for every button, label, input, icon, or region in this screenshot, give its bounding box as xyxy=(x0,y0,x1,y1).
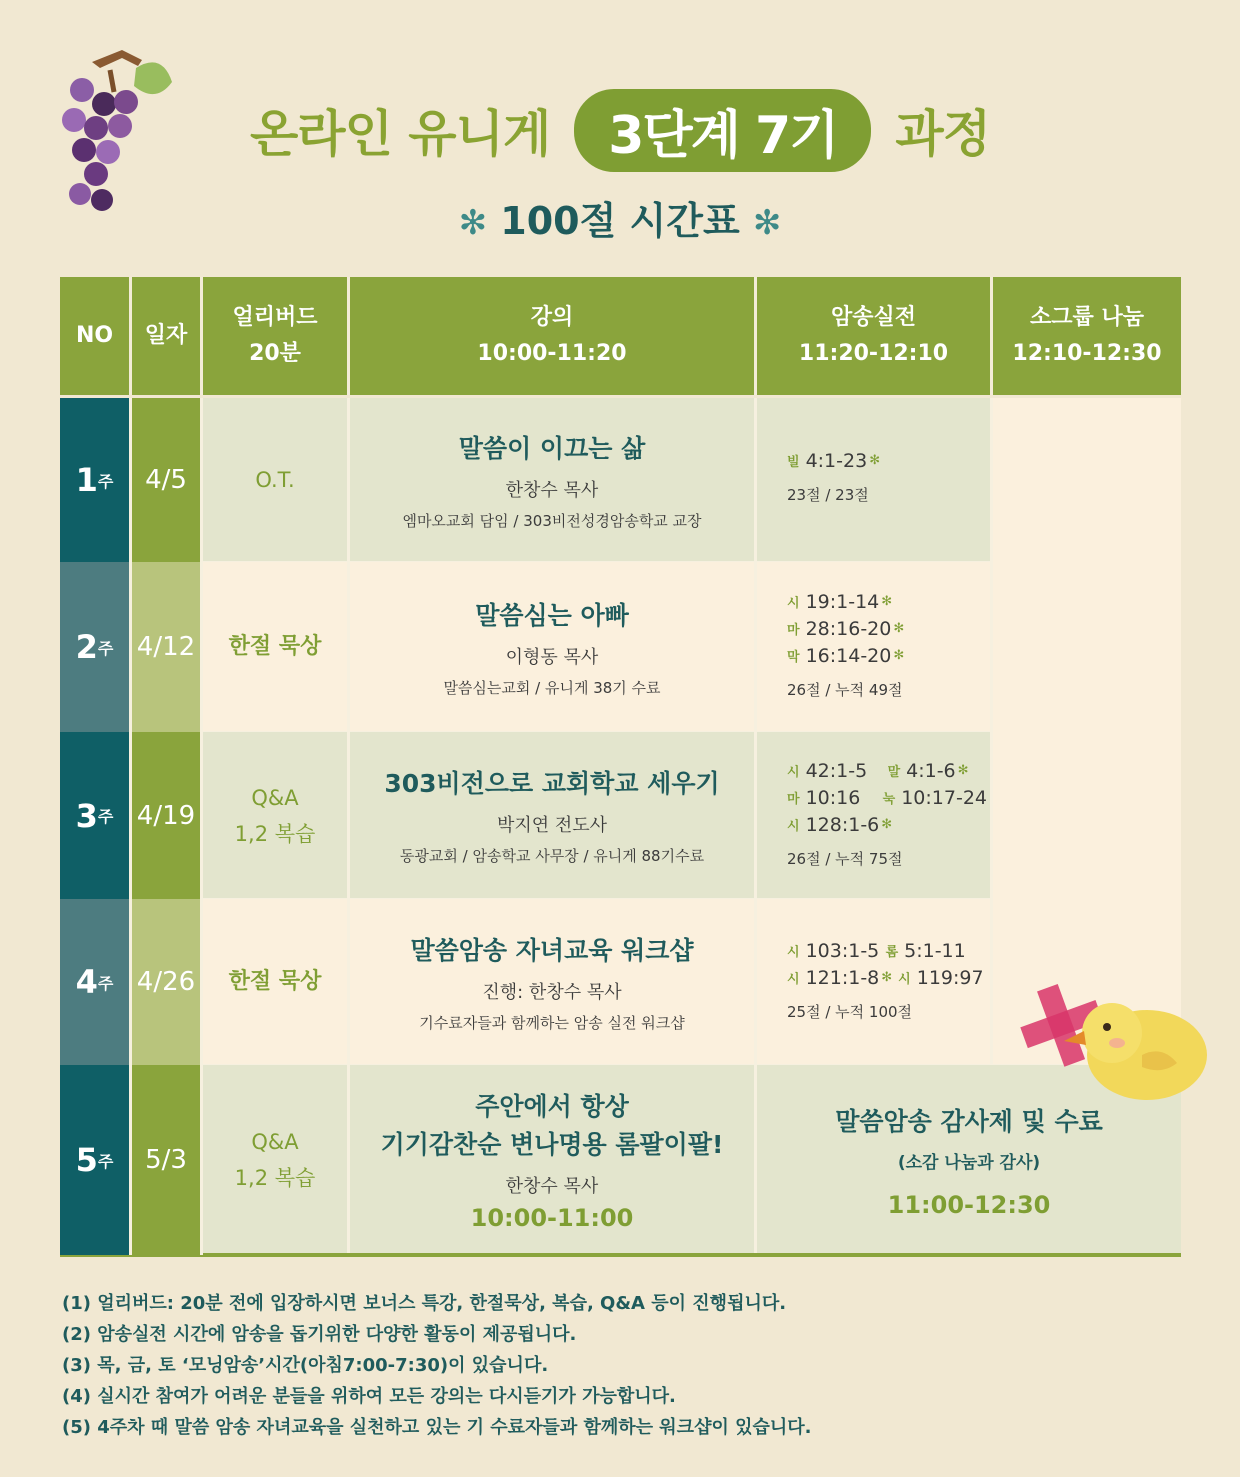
lecture-title: 주안에서 항상 xyxy=(475,1092,629,1121)
star-icon: ✻ xyxy=(458,203,488,243)
lecture-speaker: 진행: 한창수 목사 xyxy=(482,981,622,1003)
note-item: (4) 실시간 참여가 어려운 분들을 위하여 모든 강의는 다시듣기가 가능합니다. xyxy=(62,1386,676,1407)
title-row xyxy=(0,90,1240,170)
note-item: (5) 4주차 때 말씀 암송 자녀교육을 실천하고 있는 기 수료자들과 함께하는 워크샵이 있습니다. xyxy=(62,1417,812,1438)
duck-icon xyxy=(1012,975,1217,1105)
header-lecture: 강의 10:00-11:20 xyxy=(350,277,754,395)
date-cell: 5/3 xyxy=(132,1065,200,1255)
lecture-title: 말씀이 이끄는 삶 xyxy=(458,433,646,463)
title-left: 온라인 유니게 xyxy=(250,105,551,163)
week-label: 2 주 xyxy=(60,562,129,732)
lecture-affiliation: 동광교회 / 암송학교 사무장 / 유니게 88기수료 xyxy=(399,847,705,865)
header-no: NO xyxy=(60,277,129,395)
memorize-cell: 시 42:1-5 말 4:1-6 ✻ 마 10:16 눅 10:17-24 시 128:1-6 ✻ 26절 / 누적 75절 xyxy=(787,759,987,868)
subtitle-text: 100절 시간표 xyxy=(500,199,740,243)
lecture-speaker: 한창수 목사 xyxy=(505,479,599,501)
header-memorize: 암송실전 11:20-12:10 xyxy=(757,277,990,395)
memorize-cell: 시 19:1-14 ✻ 마 28:16-20 ✻ 막 16:14-20 ✻ 26절 / 누적 49절 xyxy=(787,590,905,699)
schedule-table xyxy=(60,277,1181,1257)
memorize-cell: 시 103:1-5 롬 5:1-11 시 121:1-8 ✻ 시 119:97 25절 / 누적 100절 xyxy=(787,939,984,1021)
lecture-affiliation: 말씀심는교회 / 유니게 38기 수료 xyxy=(443,678,661,697)
notes-list xyxy=(62,1288,1162,1443)
title-right: 과정 xyxy=(895,105,990,163)
subtitle xyxy=(0,190,1240,245)
week-label: 3 주 xyxy=(60,732,129,899)
lecture-cell xyxy=(350,1065,754,1255)
lecture-cell xyxy=(350,732,754,899)
lecture-cell xyxy=(350,562,754,732)
lecture-speaker: 한창수 목사 xyxy=(505,1176,599,1197)
week-label: 4 주 xyxy=(60,899,129,1065)
header-date: 일자 xyxy=(132,277,200,395)
star-icon: ✻ xyxy=(752,203,782,243)
lecture-speaker: 박지연 전도사 xyxy=(496,815,608,836)
lecture-title: 303비전으로 교회학교 세우기 xyxy=(384,769,720,798)
date-cell: 4/26 xyxy=(132,899,200,1065)
early-cell: O.T. xyxy=(255,468,295,492)
note-item: (1) 얼리버드: 20분 전에 입장하시면 보너스 특강, 한절묵상, 복습, Q&A 등이 진행됩니다. xyxy=(62,1293,787,1314)
date-cell: 4/12 xyxy=(132,562,200,732)
date-cell: 4/5 xyxy=(132,398,200,562)
lecture-affiliation: 엠마오교회 담임 / 303비전성경암송학교 교장 xyxy=(402,511,702,530)
memorize-cell: 빌 4:1-23 ✻ 23절 / 23절 xyxy=(787,449,881,504)
lecture-title: 기기감찬순 변나명용 롬팔이팔! xyxy=(380,1130,724,1159)
week-label: 1 주 xyxy=(60,398,129,562)
header-small-group: 소그룹 나눔 12:10-12:30 xyxy=(993,277,1181,395)
small-group-cell xyxy=(993,398,1181,1065)
lecture-affiliation: 기수료자들과 함께하는 암송 실전 워크샵 xyxy=(419,1013,685,1032)
lecture-title: 말씀심는 아빠 xyxy=(475,600,629,630)
early-cell: 한절 묵상 xyxy=(228,634,322,659)
lecture-speaker: 이형동 목사 xyxy=(505,646,599,668)
title-highlight: 3단계 7기 xyxy=(574,89,871,172)
finale-time: 11:00-12:30 xyxy=(887,1190,1051,1219)
early-cell: Q&A 1,2 복습 xyxy=(234,1130,316,1190)
early-cell: 한절 묵상 xyxy=(228,969,322,994)
week-label: 5 주 xyxy=(60,1065,129,1255)
note-item: (2) 암송실전 시간에 암송을 돕기위한 다양한 활동이 제공됩니다. xyxy=(62,1324,577,1345)
early-cell: Q&A 1,2 복습 xyxy=(234,785,316,846)
note-item: (3) 목, 금, 토 ‘모닝암송’시간(아침7:00-7:30)이 있습니다. xyxy=(62,1355,549,1376)
finale-title: 말씀암송 감사제 및 수료 xyxy=(835,1106,1103,1136)
lecture-cell xyxy=(350,899,754,1065)
finale-subtitle: (소감 나눔과 감사) xyxy=(897,1152,1041,1173)
header-early: 얼리버드 20분 xyxy=(203,277,347,395)
date-cell: 4/19 xyxy=(132,732,200,899)
lecture-title: 말씀암송 자녀교육 워크샵 xyxy=(410,935,694,965)
lecture-cell xyxy=(350,398,754,562)
lecture-time: 10:00-11:00 xyxy=(470,1204,634,1232)
